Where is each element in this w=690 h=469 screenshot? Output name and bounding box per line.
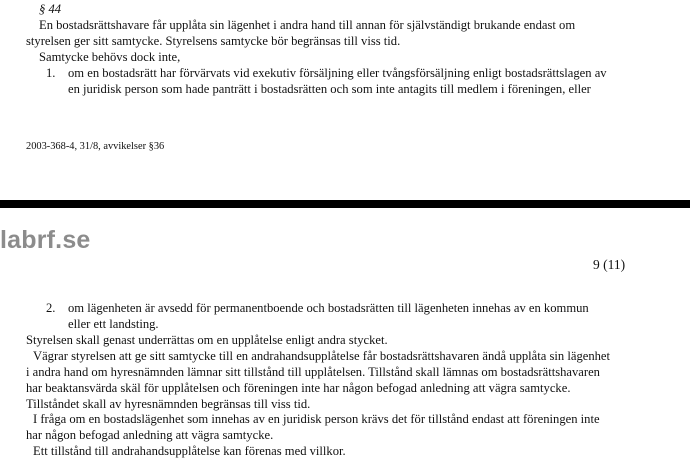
paragraph-line: I fråga om en bostadslägenhet som innehas av en juridisk person krävs det för tillstånd endast att föreningen inte [33,412,600,426]
document-page-2 [0,208,690,469]
paragraph-line: Tillståndet skall av hyresnämnden begränsas till viss tid. [26,397,311,411]
paragraph-line: Styrelsen skall genast underrättas om en upplåtelse enligt andra stycket. [26,333,388,347]
paragraph-line: har någon befogad anledning att vägra samtycke. [26,428,274,442]
paragraph-line: Samtycke behövs dock inte, [39,50,181,64]
document-page-1 [0,0,690,200]
list-item-text: om en bostadsrätt har förvärvats vid exekutiv försäljning eller tvångsförsäljning enligt bostadsrättslagen av [68,66,607,80]
paragraph-line: i andra hand om hyresnämnden lämnar sitt tillstånd till upplåtelsen. Tillstånd skall lämnas om bostadsrättshavaren [26,365,600,379]
paragraph-line: Ett tillstånd till andrahandsupplåtelse kan förenas med villkor. [33,444,346,458]
list-item-number: 1. [46,66,56,80]
page-separator [0,200,690,208]
page-number: 9 (11) [593,257,626,272]
list-item-number: 2. [46,301,56,315]
paragraph-line: styrelsen ger sitt samtycke. Styrelsens samtycke bör begränsas till viss tid. [26,34,401,48]
list-item-text: en juridisk person som hade panträtt i bostadsrätten och som inte antagits till medlem i föreningen, eller [68,82,591,96]
paragraph-line: har beaktansvärda skäl för upplåtelsen och föreningen inte har någon befogad anledning att vägra samtycke. [26,381,571,395]
paragraph-line: En bostadsrättshavare får upplåta sin lägenhet i andra hand till annan för självständigt brukande endast om [39,18,576,32]
section-heading: § 44 [39,2,62,16]
list-item-text: eller ett landsting. [68,317,159,331]
page-footnote: 2003-368-4, 31/8, avvikelser §36 [26,141,165,152]
paragraph-line: Vägrar styrelsen att ge sitt samtycke till en andrahandsupplåtelse får bostadsrättshavaren ändå upplåta sin lägenhet [33,349,611,363]
site-watermark: labrf.se [0,226,91,254]
list-item-text: om lägenheten är avsedd för permanentboende och bostadsrätten till lägenheten innehas av en kommun [68,301,589,315]
